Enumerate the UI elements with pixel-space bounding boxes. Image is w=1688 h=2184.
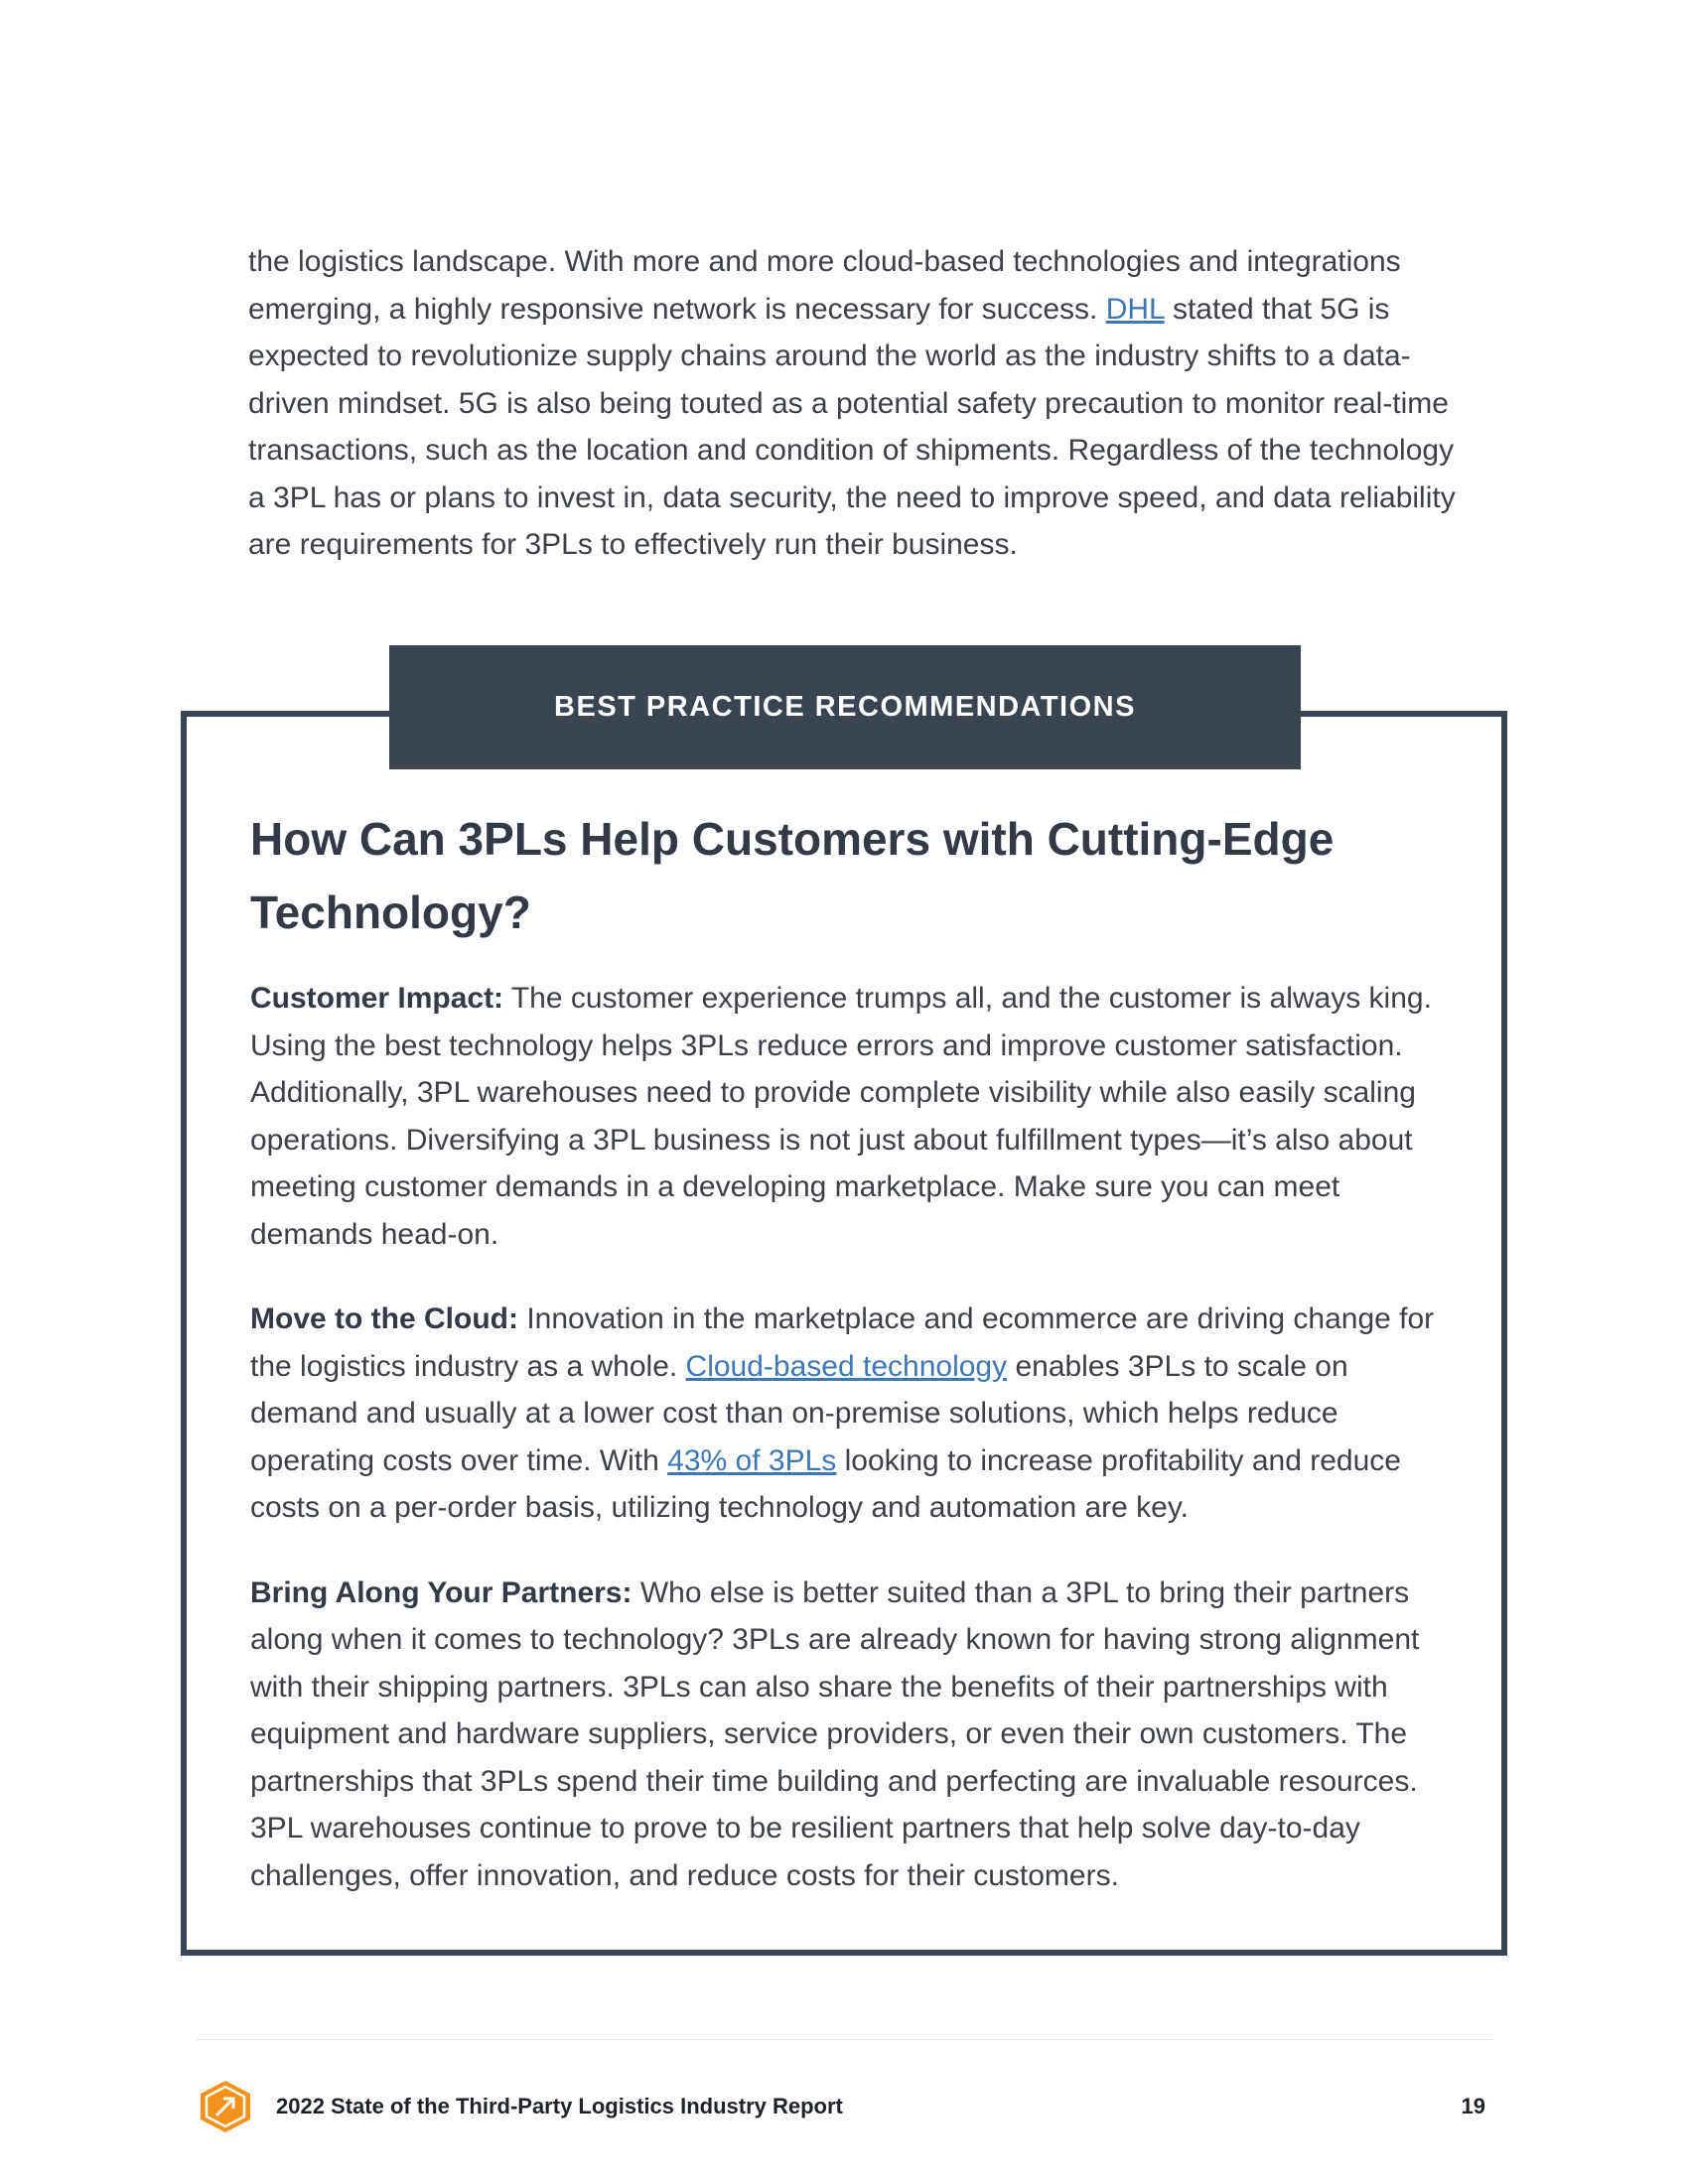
partners-lead: Bring Along Your Partners: [250,1575,633,1609]
page-number: 19 [1461,2094,1485,2118]
dhl-link[interactable]: DHL [1105,292,1165,326]
footer-divider [197,2039,1493,2040]
best-practice-tab: BEST PRACTICE RECOMMENDATIONS [389,645,1301,769]
cloud-text-2: enables 3PLs to scale on demand and usually at a lower cost than on-premise solutions, which helps reduce operating costs over time. With [250,1349,1348,1477]
cloud-text-3: looking to increase profitability and reduce costs on a per-order basis, utilizing technology and automation are key. [250,1443,1401,1524]
cloud-lead: Move to the Cloud: [250,1302,518,1335]
cloud-paragraph [250,1296,1452,1532]
intro-section [248,238,1465,569]
partners-paragraph [250,1570,1452,1900]
intro-paragraph [248,238,1465,569]
cloud-text-1: Innovation in the marketplace and ecommerce are driving change for the logistics industry as a whole. [250,1302,1435,1383]
intro-text-1: the logistics landscape. With more and more cloud-based technologies and integrations emerging, a highly responsive network is necessary for success. [248,245,1401,326]
footer-title: 2022 State of the Third-Party Logistics Industry Report [276,2094,843,2118]
customer-impact-text: The customer experience trumps all, and the customer is always king. Using the best technology helps 3PLs reduce errors and improve customer satisfaction. Additionally, 3PL warehouses need to provide complete visibility while also easily scaling operations. Diversifying a 3PL business is not just about fulfillment types—it’s also about meeting customer demands in a developing marketplace. Make sure you can meet demands head-on. [250,982,1432,1251]
cloud-based-technology-link[interactable]: Cloud-based technology [685,1349,1008,1383]
page-footer [197,2079,1493,2134]
partners-text: Who else is better suited than a 3PL to bring their partners along when it comes to technology? 3PLs are already known for having strong alignment with their shipping partners. 3PLs can also share the benefits of their partnerships with equipment and hardware suppliers, service providers, or even their own customers. The partnerships that 3PLs spend their time building and perfecting are invaluable resources. 3PL warehouses continue to prove to be resilient partners that help solve day-to-day challenges, offer innovation, and reduce costs for their customers. [250,1575,1420,1892]
best-practice-content [250,802,1452,1899]
43-percent-link[interactable]: 43% of 3PLs [667,1443,837,1477]
box-heading: How Can 3PLs Help Customers with Cutting-Edge Technology? [250,813,1335,938]
customer-impact-lead: Customer Impact: [250,982,504,1015]
intro-text-2: stated that 5G is expected to revolutionize supply chains around the world as the industry shifts to a data-driven mindset. 5G is also being touted as a potential safety precaution to monitor real-time transactions, such as the location and condition of shipments. Regardless of the technology a 3PL has or plans to invest in, data security, the need to improve speed, and data reliability are requirements for 3PLs to effectively run their business. [248,292,1456,561]
hexagon-arrow-logo-icon [197,2079,254,2134]
customer-impact-paragraph [250,975,1452,1258]
